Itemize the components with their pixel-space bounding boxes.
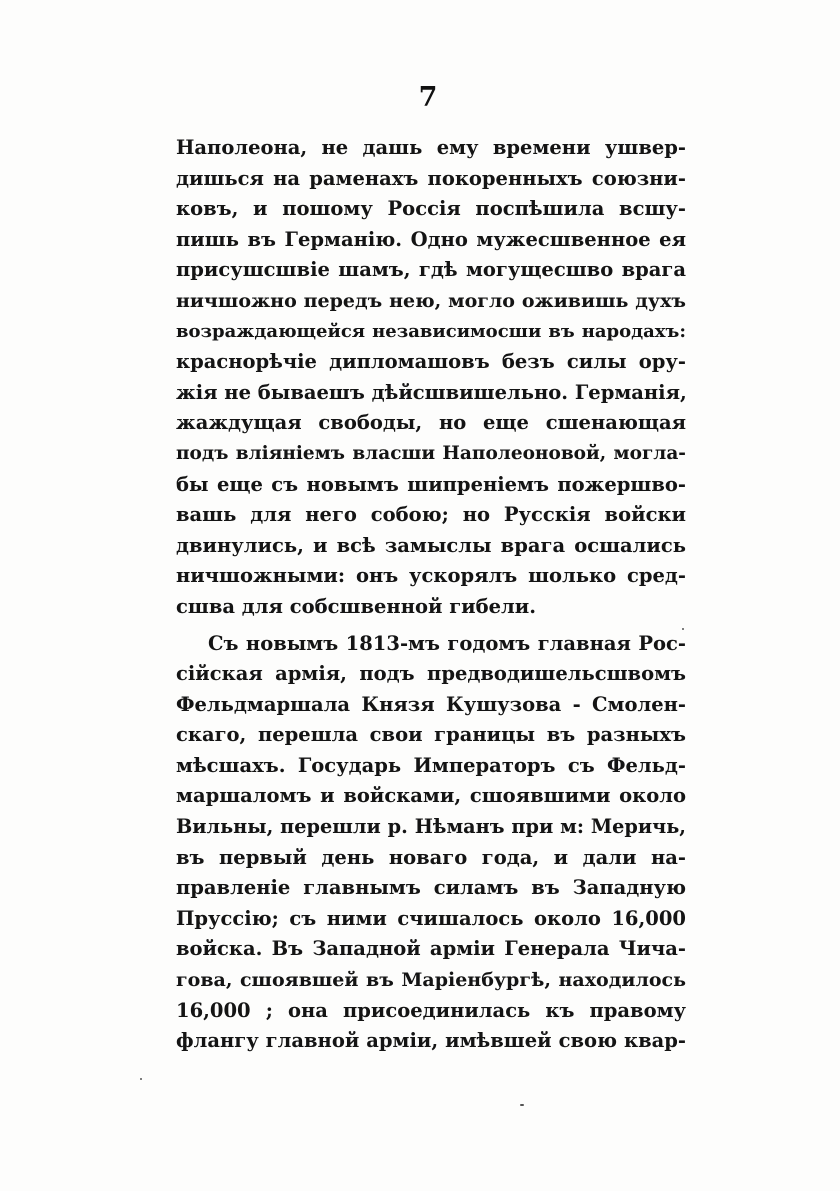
text-line: бы еще съ новымъ шипреніемъ пожершво-: [176, 472, 686, 496]
text-line: дишься на раменахъ покоренныхъ союзни-: [176, 166, 686, 190]
text-line: маршаломъ и войсками, сшоявшими около: [176, 784, 686, 808]
body-text: [176, 133, 686, 1057]
text-line: Наполеона, не дашь ему времени ушвер-: [176, 136, 686, 159]
text-line: ковъ, и пошому Россія поспѣшила всшу-: [176, 197, 686, 221]
text-line: флангу главной арміи, имѣвшей свою квар-: [176, 1029, 686, 1053]
text-line: правленіе главнымъ силамъ въ Западную: [176, 876, 686, 900]
text-line: ничшожными: онъ ускорялъ шолько сред-: [176, 564, 686, 588]
text-line: вашь для него собою; но Русскія войски: [176, 503, 686, 527]
text-line: Вильны, перешли р. Нѣманъ при м: Меричь,: [176, 815, 686, 839]
scan-speck: [520, 1104, 524, 1106]
text-line: въ первый день новаго года, и дали на-: [176, 845, 686, 869]
text-line: мѣсшахъ. Государь Императоръ съ Фельд-: [176, 753, 686, 777]
page-number: 7: [418, 82, 438, 113]
text-line: двинулись, и всѣ замыслы врага осшались: [176, 533, 686, 557]
text-line: возраждающейся независимосши въ народахъ:: [176, 320, 686, 342]
text-line: сшва для собсшвенной гибели.: [176, 594, 537, 618]
paragraph-2: [176, 629, 686, 1057]
text-line: скаго, перешла свои границы въ разныхъ: [176, 723, 686, 747]
text-line: Съ новымъ 1813-мъ годомъ главная Рос-: [208, 631, 686, 655]
text-line: 16,000 ; она присоединилась къ правому: [176, 998, 686, 1022]
text-line: подъ вліяніемъ власши Наполеоновой, могла-: [176, 442, 686, 464]
scan-speck: [682, 628, 684, 630]
text-line: войска. Въ Западной арміи Генерала Чича-: [176, 937, 686, 961]
scan-speck: [140, 1078, 142, 1080]
text-line: гова, сшоявшей въ Маріенбургѣ, находилось: [176, 969, 686, 992]
text-line: сійская армія, подъ предводишельсшвомъ: [176, 662, 686, 686]
paragraph-1: [176, 133, 686, 623]
text-line: присушсшвіе шамъ, гдѣ могущесшво врага: [176, 258, 686, 282]
text-line: Пруссію; съ ними счишалось около 16,000: [176, 906, 686, 930]
text-line: ничшожно передъ нею, могло оживишь духъ: [176, 289, 686, 312]
text-line: пишь въ Германію. Одно мужесшвенное ея: [176, 227, 686, 251]
text-line: жаждущая свободы, но еще сшенающая: [176, 411, 686, 435]
text-line: жія не бываешъ дѣйсшвишельно. Германія,: [176, 380, 687, 404]
text-line: Фельдмаршала Князя Кушузова - Смолен-: [176, 692, 686, 716]
text-line: краснорѣчіе дипломашовъ безъ силы ору-: [176, 350, 686, 374]
